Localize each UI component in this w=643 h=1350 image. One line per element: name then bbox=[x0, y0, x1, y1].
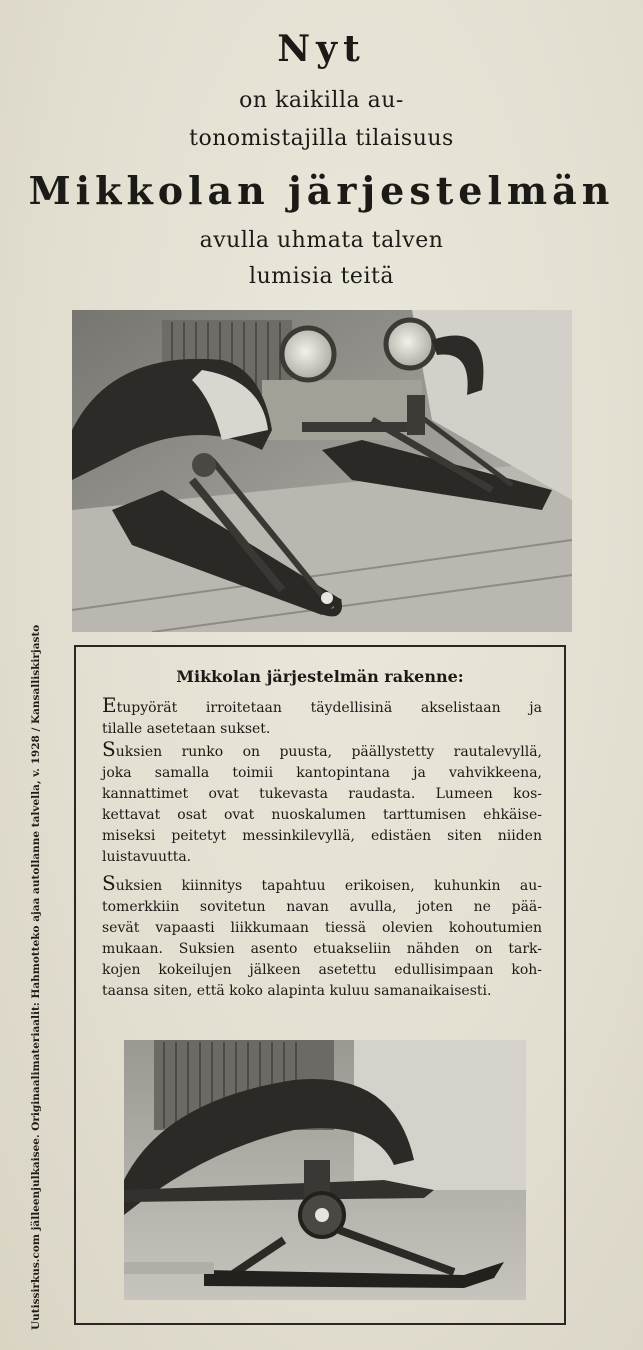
paragraph-line: tomerkkiin sovitetun navan avulla, joten ne pää- bbox=[102, 899, 542, 915]
paragraph-1 bbox=[102, 695, 542, 740]
ski-mount-closeup-photo bbox=[124, 1040, 526, 1300]
paragraph-line: kannattimet ovat tukevasta raudasta. Lumeen kos- bbox=[102, 786, 542, 802]
headline-line-5: avulla uhmata talven bbox=[199, 228, 444, 253]
paragraph-line: Suksien runko on puusta, päällystetty rautalevyllä, bbox=[102, 737, 542, 761]
headline-line-3: tonomistajilla tilaisuus bbox=[189, 126, 454, 151]
paragraph-line: Etupyörät irroitetaan täydellisinä akselistaan ja bbox=[102, 693, 542, 717]
headline-line-2: on kaikilla au- bbox=[239, 88, 404, 113]
paragraph-line: taansa siten, että koko alapinta kuluu samanaikaisesti. bbox=[102, 983, 492, 999]
paragraph-line: mukaan. Suksien asento etuakseliin nähden on tark- bbox=[102, 941, 542, 957]
paragraph-line: kojen kokeilujen jälkeen asetettu edullisimpaan koh- bbox=[102, 962, 542, 978]
paragraph-3 bbox=[102, 873, 542, 1002]
box-title: Mikkolan järjestelmän rakenne: bbox=[176, 667, 464, 686]
paragraph-2 bbox=[102, 739, 542, 868]
headline-nyt: Nyt bbox=[277, 28, 366, 70]
source-attribution: Uutissirkus.com jälleenjulkaisee. Originaalimateriaalit: Hahmotteko ajaa autollanne talvella, v. 1928 / Kansalliskirjasto bbox=[30, 624, 42, 1330]
paragraph-line: tilalle asetetaan sukset. bbox=[102, 721, 271, 737]
headline-line-6: lumisia teitä bbox=[249, 264, 394, 289]
paragraph-line: kettavat osat ovat nuoskalumen tarttumisen ehkäise- bbox=[102, 807, 542, 823]
paragraph-line: miseksi peitetyt messinkilevyllä, edistäen siten niiden bbox=[102, 828, 542, 844]
paragraph-line: Suksien kiinnitys tapahtuu erikoisen, kuhunkin au- bbox=[102, 871, 542, 895]
paragraph-line: luistavuutta. bbox=[102, 849, 192, 865]
paragraph-line: sevät vapaasti liikkumaan tiessä olevien kohoutumien bbox=[102, 920, 542, 936]
paragraph-line: joka samalla toimii kantopintana ja vahvikkeena, bbox=[102, 765, 542, 781]
car-front-with-skis-photo bbox=[72, 310, 572, 632]
headline-mikkolan: Mikkolan järjestelmän bbox=[28, 168, 615, 213]
